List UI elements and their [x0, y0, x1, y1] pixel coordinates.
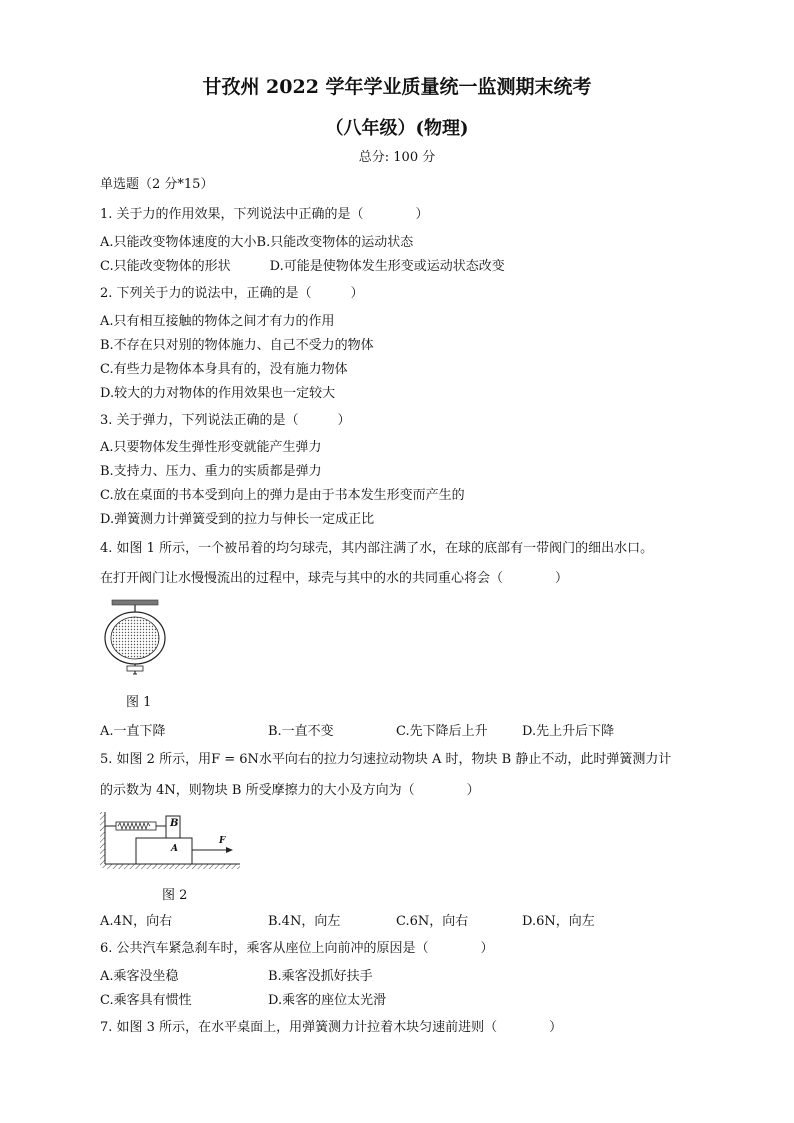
figure-1-hanging-sphere	[100, 598, 170, 688]
question-3-stem: 3. 关于弹力，下列说法正确的是（ ）	[100, 413, 351, 428]
question-6-option: D.乘客的座位太光滑	[268, 993, 387, 1008]
question-1-option: C.只能改变物体的形状 D.可能是使物体发生形变或运动状态改变	[100, 259, 505, 274]
question-4-option: B.一直不变	[268, 724, 334, 739]
figure-2-label-f: F	[219, 836, 226, 846]
question-1-stem: 1. 关于力的作用效果，下列说法中正确的是（ ）	[100, 207, 429, 222]
question-2-option: C.有些力是物体本身具有的，没有施力物体	[100, 362, 348, 377]
question-5-stem-continued: 的示数为 4N，则物块 B 所受摩擦力的大小及方向为（ ）	[100, 783, 480, 798]
question-6-stem: 6. 公共汽车紧急刹车时，乘客从座位上向前冲的原因是（ ）	[100, 941, 494, 956]
exam-subtitle: （八年级）(物理)	[325, 118, 469, 139]
question-2-option: A.只有相互接触的物体之间才有力的作用	[100, 314, 335, 329]
question-6-option: A.乘客没坐稳	[100, 969, 179, 984]
question-5-option: A.4N，向右	[100, 914, 173, 929]
question-4-stem-continued: 在打开阀门让水慢慢流出的过程中，球壳与其中的水的共同重心将会（ ）	[100, 571, 569, 586]
question-5-stem: 5. 如图 2 所示，用F = 6N水平向右的拉力匀速拉动物块 A 时，物块 B 静止不动，此时弹簧测力计	[100, 752, 672, 767]
question-3-option: A.只要物体发生弹性形变就能产生弹力	[100, 440, 322, 455]
question-3-option: D.弹簧测力计弹簧受到的拉力与伸长一定成正比	[100, 512, 375, 527]
question-1-option: A.只能改变物体速度的大小B.只能改变物体的运动状态	[100, 235, 414, 250]
question-4-option: C.先下降后上升	[396, 724, 488, 739]
question-5-option: B.4N，向左	[268, 914, 341, 929]
question-4-option: A.一直下降	[100, 724, 166, 739]
exam-title: 甘孜州 2022 学年学业质量统一监测期末统考	[202, 76, 592, 98]
figure-2-label-a: A	[171, 844, 178, 854]
question-3-option: B.支持力、压力、重力的实质都是弹力	[100, 464, 322, 479]
question-5-option: D.6N，向左	[522, 914, 595, 929]
total-score: 总分: 100 分	[358, 150, 436, 165]
question-4-option: D.先上升后下降	[522, 724, 615, 739]
question-6-option: C.乘客具有惯性	[100, 993, 192, 1008]
question-6-option: B.乘客没抓好扶手	[268, 969, 373, 984]
figure-2-caption: 图 2	[162, 888, 188, 903]
question-7-stem: 7. 如图 3 所示，在水平桌面上，用弹簧测力计拉着木块匀速前进则（ ）	[100, 1020, 563, 1035]
figure-1-caption: 图 1	[126, 695, 152, 710]
question-2-option: D.较大的力对物体的作用效果也一定较大	[100, 386, 336, 401]
question-2-option: B.不存在只对别的物体施力、自己不受力的物体	[100, 338, 374, 353]
figure-2-label-b: B	[170, 818, 179, 829]
question-5-option: C.6N，向右	[396, 914, 469, 929]
section-label: 单选题（2 分*15）	[100, 177, 214, 192]
question-4-stem: 4. 如图 1 所示，一个被吊着的均匀球壳，其内部注满了水，在球的底部有一带阀门的细出水口。	[100, 541, 654, 556]
question-3-option: C.放在桌面的书本受到向上的弹力是由于书本发生形变而产生的	[100, 488, 465, 503]
question-2-stem: 2. 下列关于力的说法中，正确的是（ ）	[100, 286, 364, 301]
